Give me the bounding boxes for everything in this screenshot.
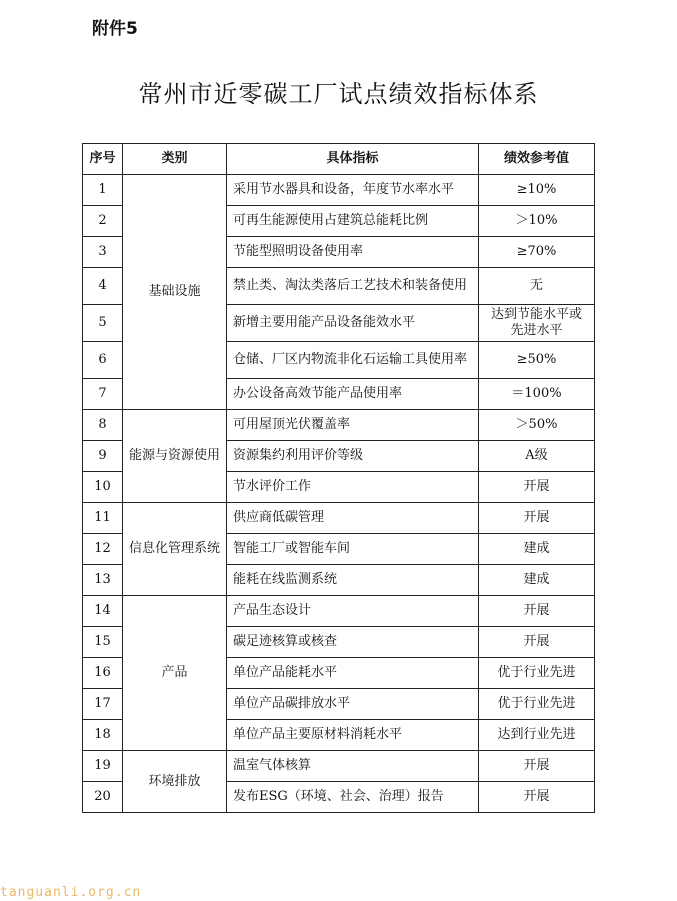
row-number: 12 xyxy=(83,534,123,565)
category-cell: 产品 xyxy=(123,596,227,751)
indicator-cell: 仓储、厂区内物流非化石运输工具使用率 xyxy=(227,342,479,379)
indicator-cell: 发布ESG（环境、社会、治理）报告 xyxy=(227,782,479,813)
indicator-cell: 采用节水器具和设备，年度节水率水平 xyxy=(227,175,479,206)
indicator-cell: 单位产品能耗水平 xyxy=(227,658,479,689)
reference-value-cell: 开展 xyxy=(479,472,595,503)
table-row xyxy=(83,410,595,441)
row-number: 3 xyxy=(83,237,123,268)
header-value: 绩效参考值 xyxy=(479,144,595,175)
attachment-label: 附件5 xyxy=(92,19,138,39)
reference-value-cell: 建成 xyxy=(479,565,595,596)
indicator-cell: 能耗在线监测系统 xyxy=(227,565,479,596)
reference-value-cell: 达到行业先进 xyxy=(479,720,595,751)
category-cell: 基础设施 xyxy=(123,175,227,410)
indicator-cell: 可用屋顶光伏覆盖率 xyxy=(227,410,479,441)
header-no: 序号 xyxy=(83,144,123,175)
row-number: 18 xyxy=(83,720,123,751)
reference-value-cell: 开展 xyxy=(479,751,595,782)
table-row xyxy=(83,751,595,782)
row-number: 9 xyxy=(83,441,123,472)
reference-value-cell: 开展 xyxy=(479,596,595,627)
indicator-cell: 办公设备高效节能产品使用率 xyxy=(227,379,479,410)
category-cell: 环境排放 xyxy=(123,751,227,813)
reference-value-cell: ＞10% xyxy=(479,206,595,237)
indicator-cell: 可再生能源使用占建筑总能耗比例 xyxy=(227,206,479,237)
row-number: 11 xyxy=(83,503,123,534)
row-number: 15 xyxy=(83,627,123,658)
reference-value-cell: ≥10% xyxy=(479,175,595,206)
row-number: 13 xyxy=(83,565,123,596)
row-number: 4 xyxy=(83,268,123,305)
row-number: 8 xyxy=(83,410,123,441)
row-number: 20 xyxy=(83,782,123,813)
row-number: 2 xyxy=(83,206,123,237)
table-row xyxy=(83,175,595,206)
indicator-cell: 供应商低碳管理 xyxy=(227,503,479,534)
reference-value-cell: 优于行业先进 xyxy=(479,658,595,689)
row-number: 16 xyxy=(83,658,123,689)
reference-value-cell: A级 xyxy=(479,441,595,472)
reference-value-cell: 建成 xyxy=(479,534,595,565)
indicator-cell: 智能工厂或智能车间 xyxy=(227,534,479,565)
indicator-cell: 单位产品主要原材料消耗水平 xyxy=(227,720,479,751)
table-row xyxy=(83,503,595,534)
reference-value-cell: 达到节能水平或先进水平 xyxy=(479,305,595,342)
indicator-cell: 禁止类、淘汰类落后工艺技术和装备使用 xyxy=(227,268,479,305)
reference-value-cell: 开展 xyxy=(479,627,595,658)
indicator-cell: 节水评价工作 xyxy=(227,472,479,503)
reference-value-cell: ＝100% xyxy=(479,379,595,410)
reference-value-cell: 开展 xyxy=(479,503,595,534)
table-body xyxy=(83,175,595,813)
reference-value-cell: 无 xyxy=(479,268,595,305)
category-cell: 能源与资源使用 xyxy=(123,410,227,503)
indicator-cell: 碳足迹核算或核查 xyxy=(227,627,479,658)
row-number: 17 xyxy=(83,689,123,720)
header-indicator: 具体指标 xyxy=(227,144,479,175)
watermark: tanguanli.org.cn xyxy=(0,885,142,900)
table-header-row xyxy=(83,144,595,175)
indicator-cell: 单位产品碳排放水平 xyxy=(227,689,479,720)
reference-value-cell: ≥70% xyxy=(479,237,595,268)
reference-value-cell: 优于行业先进 xyxy=(479,689,595,720)
indicator-cell: 节能型照明设备使用率 xyxy=(227,237,479,268)
row-number: 19 xyxy=(83,751,123,782)
row-number: 10 xyxy=(83,472,123,503)
header-category: 类别 xyxy=(123,144,227,175)
indicator-cell: 新增主要用能产品设备能效水平 xyxy=(227,305,479,342)
row-number: 7 xyxy=(83,379,123,410)
reference-value-cell: ≥50% xyxy=(479,342,595,379)
indicator-cell: 温室气体核算 xyxy=(227,751,479,782)
indicator-cell: 产品生态设计 xyxy=(227,596,479,627)
table-row xyxy=(83,596,595,627)
row-number: 6 xyxy=(83,342,123,379)
reference-value-cell: 开展 xyxy=(479,782,595,813)
row-number: 5 xyxy=(83,305,123,342)
row-number: 14 xyxy=(83,596,123,627)
category-cell: 信息化管理系统 xyxy=(123,503,227,596)
indicator-table xyxy=(82,143,595,813)
indicator-cell: 资源集约利用评价等级 xyxy=(227,441,479,472)
document-title: 常州市近零碳工厂试点绩效指标体系 xyxy=(138,80,539,108)
row-number: 1 xyxy=(83,175,123,206)
reference-value-cell: ＞50% xyxy=(479,410,595,441)
